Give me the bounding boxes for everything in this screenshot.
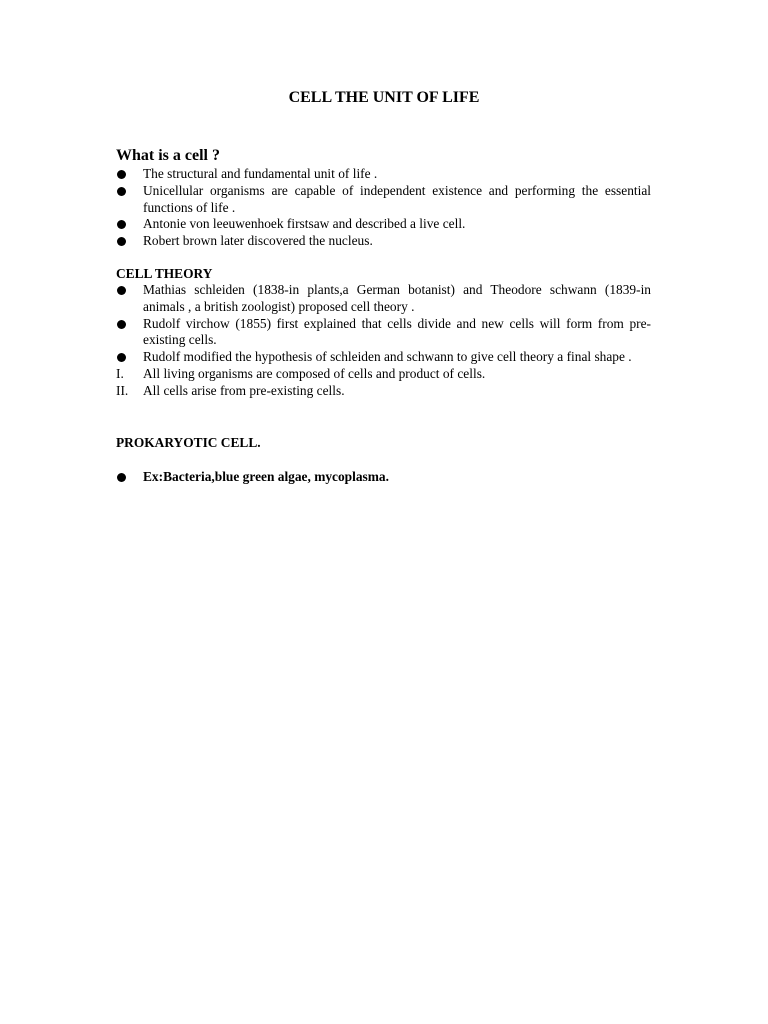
list-item	[116, 183, 651, 217]
numbered-item-text: All cells arise from pre-existing cells.	[143, 382, 345, 398]
list-item	[116, 349, 651, 366]
bullet-icon	[116, 469, 143, 486]
section-heading-what-is-a-cell: What is a cell ?	[116, 147, 220, 164]
section-heading-cell-theory: CELL THEORY	[116, 265, 213, 281]
bullet-icon	[116, 349, 143, 366]
list-item	[116, 166, 651, 183]
list-item-text: Mathias schleiden (1838-in plants,a German botanist) and Theodore schwann (1839-in animals , a british zoologist) proposed cell theory .	[143, 281, 651, 314]
bullet-icon	[116, 316, 143, 333]
list-item-text: The structural and fundamental unit of life .	[143, 166, 378, 181]
list-item	[116, 233, 651, 250]
list-item	[116, 282, 651, 316]
list-item	[116, 316, 651, 350]
bullet-icon	[116, 282, 143, 299]
list-item-text: Rudolf modified the hypothesis of schleiden and schwann to give cell theory a final shape .	[143, 349, 632, 365]
roman-numeral: I.	[116, 365, 124, 381]
numbered-item-text: All living organisms are composed of cells and product of cells.	[143, 365, 486, 381]
bullet-icon	[116, 183, 143, 200]
list-item	[116, 216, 651, 233]
bullet-icon	[116, 216, 143, 233]
list-item	[116, 469, 651, 486]
list-item-text: Antonie von leeuwenhoek firstsaw and described a live cell.	[143, 216, 466, 232]
numbered-item	[116, 366, 651, 383]
section-heading-prokaryotic-cell: PROKARYOTIC CELL.	[116, 434, 261, 450]
document-title: CELL THE UNIT OF LIFE	[288, 89, 480, 106]
list-item-text: Ex:Bacteria,blue green algae, mycoplasma.	[143, 468, 389, 484]
list-item-text: Rudolf virchow (1855) first explained that cells divide and new cells will form from pre- existing cells.	[143, 315, 651, 348]
roman-numeral: II.	[116, 382, 129, 398]
bullet-icon	[116, 233, 143, 250]
document-body	[116, 146, 651, 485]
list-item-text: Robert brown later discovered the nucleus.	[143, 233, 373, 249]
list-item-text: Unicellular organisms are capable of independent existence and performing the essential functions of life .	[143, 182, 651, 215]
numbered-item	[116, 383, 651, 400]
bullet-icon	[116, 166, 143, 183]
